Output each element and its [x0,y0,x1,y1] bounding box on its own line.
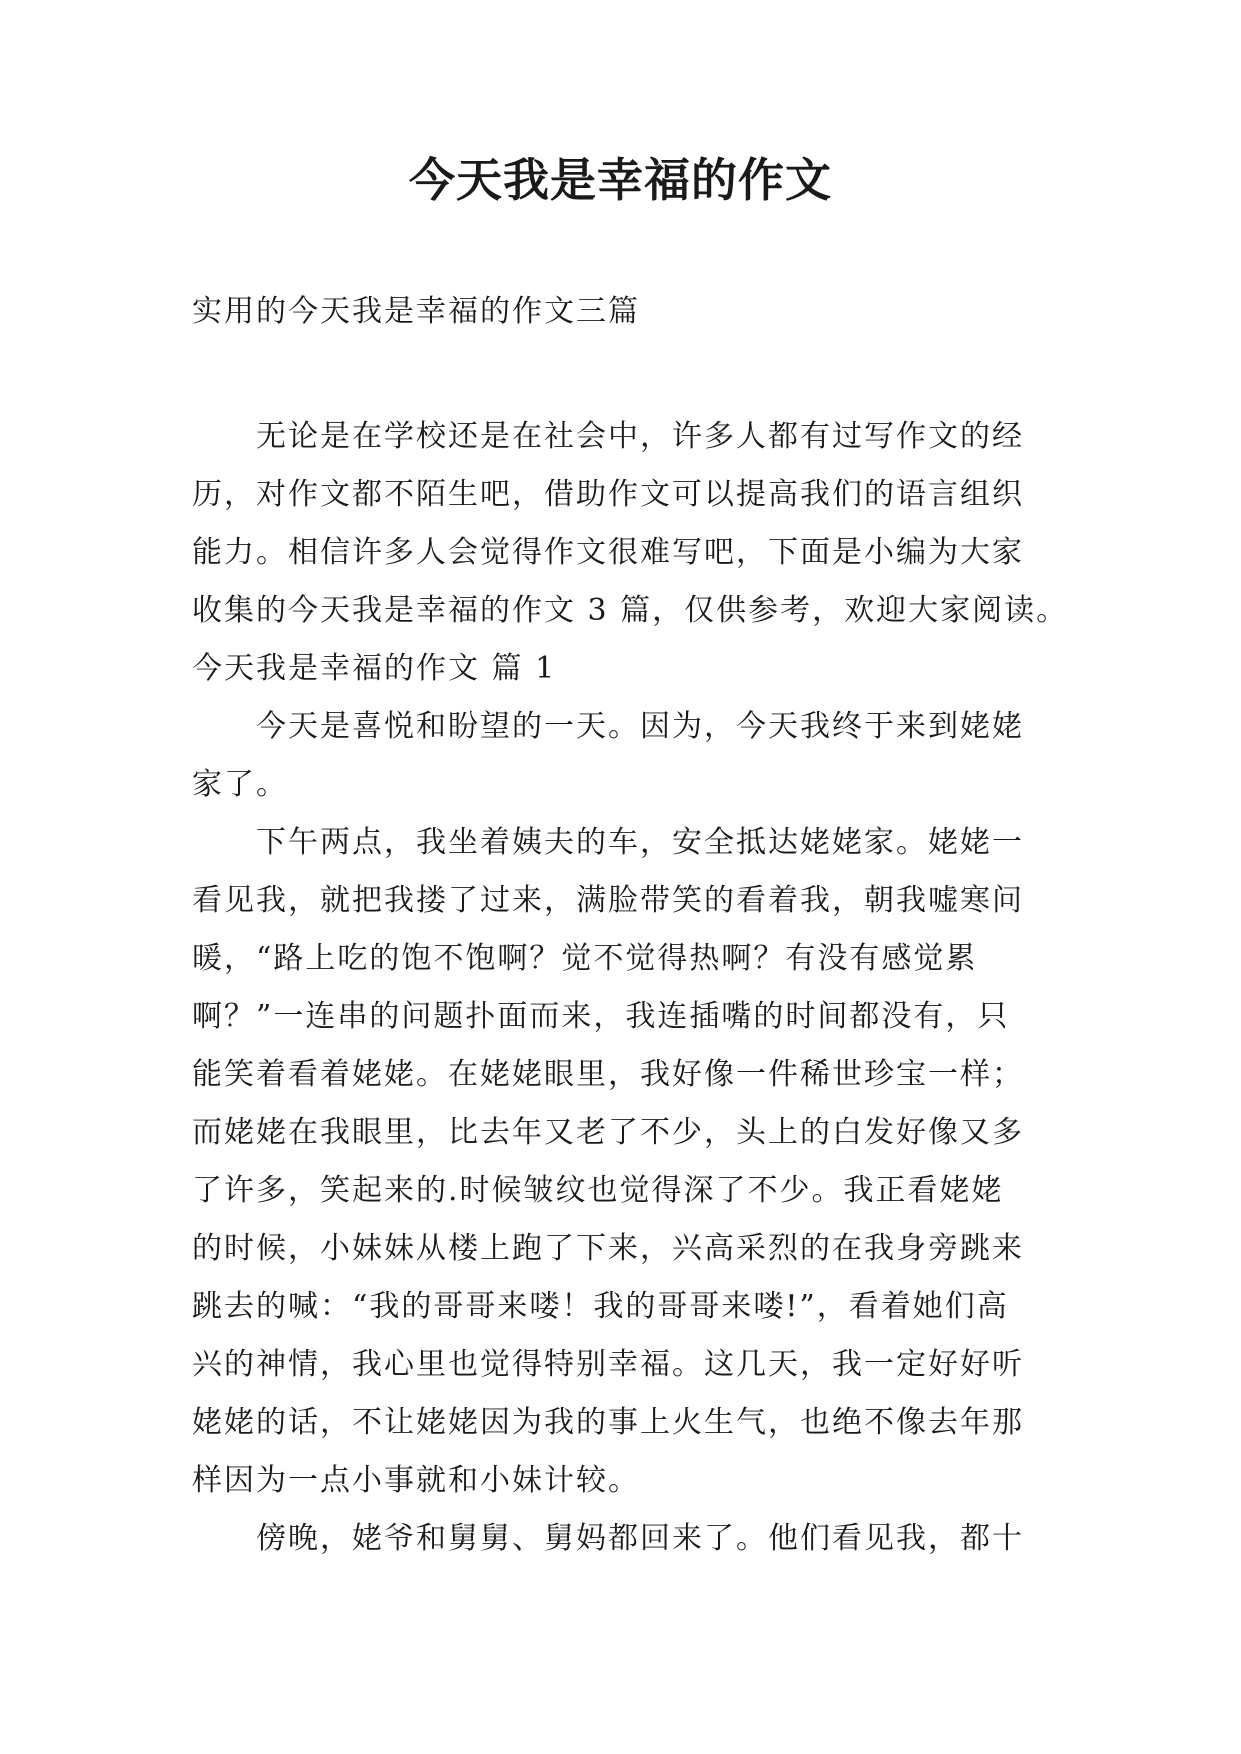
text-line: 历，对作文都不陌生吧，借助作文可以提高我们的语言组织 [192,477,1024,512]
text-line: 而姥姥在我眼里，比去年又老了不少，头上的白发好像又多 [192,1115,1024,1150]
body-paragraph-2 [192,814,1068,1510]
body-paragraph-3 [192,1510,1068,1568]
text-line: 啊？”一连串的问题扑面而来，我连插嘴的时间都没有，只 [192,999,1010,1034]
text-line: 样因为一点小事就和小妹计较。 [192,1463,640,1498]
text-line: 傍晚，姥爷和舅舅、舅妈都回来了。他们看见我，都十 [256,1521,1024,1556]
intro-paragraph [192,408,1068,640]
section-heading: 今天我是幸福的作文 篇 1 [192,651,557,686]
text-line: 兴的神情，我心里也觉得特别幸福。这几天，我一定好好听 [192,1347,1024,1382]
text-line: 能笑着看着姥姥。在姥姥眼里，我好像一件稀世珍宝一样； [192,1057,1024,1092]
text-line: 收集的今天我是幸福的作文 3 篇，仅供参考，欢迎大家阅读。 [192,593,1069,628]
document-subtitle: 实用的今天我是幸福的作文三篇 [192,294,640,329]
text-line: 看见我，就把我搂了过来，满脸带笑的看着我，朝我嘘寒问 [192,883,1024,918]
text-line: 下午两点，我坐着姨夫的车，安全抵达姥姥家。姥姥一 [256,825,1024,860]
text-line: 了许多，笑起来的.时候皱纹也觉得深了不少。我正看姥姥 [192,1173,1004,1208]
document-body [192,408,1068,1568]
text-line: 能力。相信许多人会觉得作文很难写吧，下面是小编为大家 [192,535,1024,570]
text-line: 暖，“路上吃的饱不饱啊？觉不觉得热啊？有没有感觉累 [192,941,978,976]
text-line: 今天是喜悦和盼望的一天。因为，今天我终于来到姥姥 [256,709,1024,744]
body-paragraph-1 [192,698,1068,814]
text-line: 家了。 [192,767,288,802]
text-line: 的时候，小妹妹从楼上跑了下来，兴高采烈的在我身旁跳来 [192,1231,1024,1266]
text-line: 姥姥的话，不让姥姥因为我的事上火生气，也绝不像去年那 [192,1405,1024,1440]
document-title: 今天我是幸福的作文 [409,153,832,207]
text-line: 无论是在学校还是在社会中，许多人都有过写作文的经 [256,419,1024,454]
text-line: 跳去的喊：“我的哥哥来喽！我的哥哥来喽!”，看着她们高 [192,1289,1009,1324]
